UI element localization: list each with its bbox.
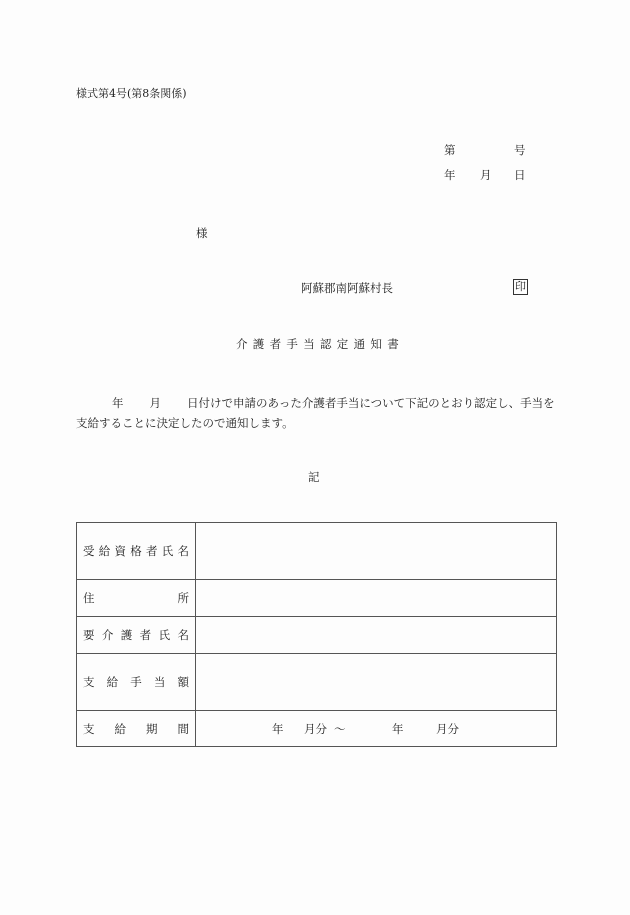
label-char: 資 [114,544,126,558]
to-year: 年 [392,721,404,736]
table-row [77,654,557,711]
label-char: 給 [106,675,119,689]
label-char: 所 [177,591,189,605]
label-char: 給 [114,721,126,736]
label-char: 受 [83,544,95,558]
date-day: 日 [514,168,526,182]
seal-mark: 印 [515,280,526,293]
date-month: 月 [480,168,492,182]
label-char: 支 [83,721,95,736]
label-char: 介 [101,628,114,642]
label-char: 格 [130,544,142,558]
table-row [77,523,557,580]
document-title: 介護者手当認定通知書 [236,337,404,351]
row-value-field[interactable] [196,617,557,654]
table-row [77,580,557,617]
label-char: 氏 [161,544,174,558]
label-char: 額 [177,675,189,689]
label-char: 支 [83,675,95,689]
date-year: 年 [444,168,456,182]
to-month: 月分 [436,721,459,736]
label-char: 間 [177,721,189,736]
label-char: 期 [146,721,158,736]
label-char: 氏 [158,628,171,642]
row-value-field[interactable] [196,523,557,580]
label-char: 者 [139,628,152,642]
label-char: 名 [177,628,189,642]
label-char: 住 [83,591,95,605]
row-label [77,523,196,580]
document-number-prefix: 第 [444,143,456,157]
label-char: 手 [130,675,142,689]
label-char: 給 [98,544,111,558]
label-char: 護 [120,628,133,642]
document-number-suffix: 号 [514,143,526,157]
addressee-suffix: 様 [196,226,208,240]
label-char: 名 [177,544,189,558]
row-label [77,654,196,711]
issuer-name: 阿蘇郡南阿蘇村長 [301,281,393,295]
from-month: 月分 [304,721,327,736]
row-value-field[interactable] [196,711,557,747]
tilde: 〜 [334,721,346,736]
table-row [77,617,557,654]
label-char: 当 [153,675,166,689]
ki-heading: 記 [308,470,320,484]
row-label [77,580,196,617]
body-paragraph [76,393,560,433]
label-char: 要 [83,628,95,642]
label-char: 者 [146,544,158,558]
period-range [196,721,556,737]
from-year: 年 [272,721,284,736]
details-table [76,522,557,747]
row-value-field[interactable] [196,654,557,711]
row-label [77,617,196,654]
row-label [77,711,196,747]
body-year: 年 [112,396,124,410]
form-number: 様式第4号(第8条関係) [76,87,187,100]
row-value-field[interactable] [196,580,557,617]
body-text: 日付けで申請のあった介護者手当について下記のとおり認定し、手当を支給することに決定したので通知します。 [76,396,555,430]
table-row [77,711,557,747]
body-month: 月 [149,396,161,410]
